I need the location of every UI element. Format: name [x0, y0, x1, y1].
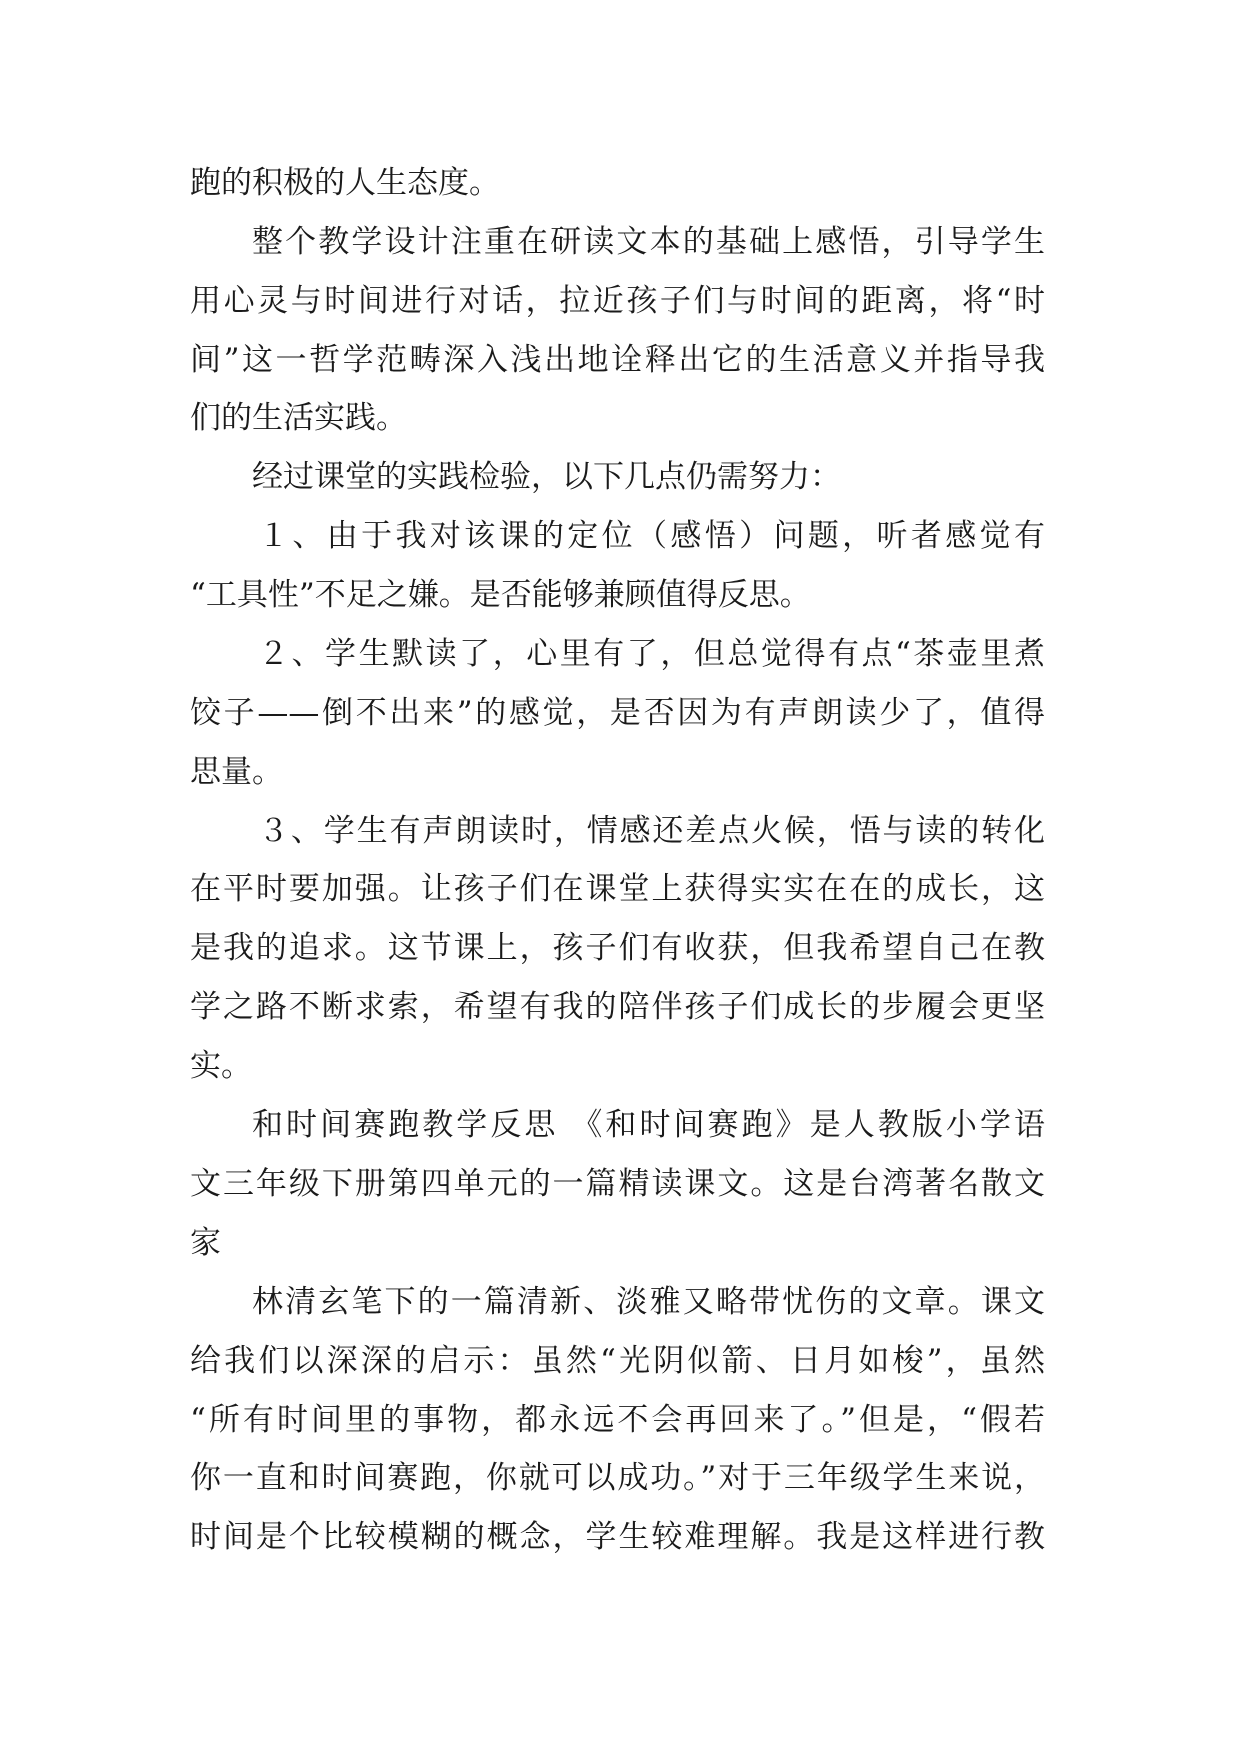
text-line: 实。 [190, 1048, 252, 1084]
text-line: 给我们以深深的启示：虽然“光阴似箭、日月如梭”，虽然 [190, 1343, 1045, 1379]
text-line: 思量。 [190, 754, 283, 790]
text-line: 跑的积极的人生态度。 [190, 165, 500, 201]
text-line: 时间是个比较模糊的概念，学生较难理解。我是这样进行教 [190, 1519, 1045, 1555]
text-line: 用心灵与时间进行对话，拉近孩子们与时间的距离，将“时 [190, 283, 1045, 319]
text-line: 整个教学设计注重在研读文本的基础上感悟，引导学生 [252, 224, 1045, 260]
text-line: 是我的追求。这节课上，孩子们有收获，但我希望自己在教 [190, 930, 1045, 966]
text-line: “工具性”不足之嫌。是否能够兼顾值得反思。 [190, 577, 811, 613]
text-line: 经过课堂的实践检验，以下几点仍需努力： [252, 459, 841, 495]
text-line: “所有时间里的事物，都永远不会再回来了。”但是，“假若 [190, 1402, 1045, 1438]
text-line: １、由于我对该课的定位（感悟）问题，听者感觉有 [258, 518, 1045, 554]
text-line: 间”这一哲学范畴深入浅出地诠释出它的生活意义并指导我 [190, 342, 1045, 378]
text-line: 饺子——倒不出来”的感觉，是否因为有声朗读少了，值得 [190, 695, 1045, 731]
text-line: ２、学生默读了，心里有了，但总觉得有点“茶壶里煮 [258, 636, 1045, 672]
text-line: 林清玄笔下的一篇清新、淡雅又略带忧伤的文章。课文 [252, 1284, 1045, 1320]
text-line: 家 [190, 1225, 221, 1261]
text-line: 学之路不断求索，希望有我的陪伴孩子们成长的步履会更坚 [190, 989, 1045, 1025]
text-line: ３、学生有声朗读时，情感还差点火候，悟与读的转化 [258, 813, 1045, 849]
text-line: 在平时要加强。让孩子们在课堂上获得实实在在的成长，这 [190, 871, 1045, 907]
text-line: 和时间赛跑教学反思 《和时间赛跑》是人教版小学语 [252, 1107, 1045, 1143]
text-line: 你一直和时间赛跑，你就可以成功。”对于三年级学生来说， [190, 1460, 1045, 1496]
text-line: 们的生活实践。 [190, 400, 407, 436]
text-line: 文三年级下册第四单元的一篇精读课文。这是台湾著名散文 [190, 1166, 1045, 1202]
